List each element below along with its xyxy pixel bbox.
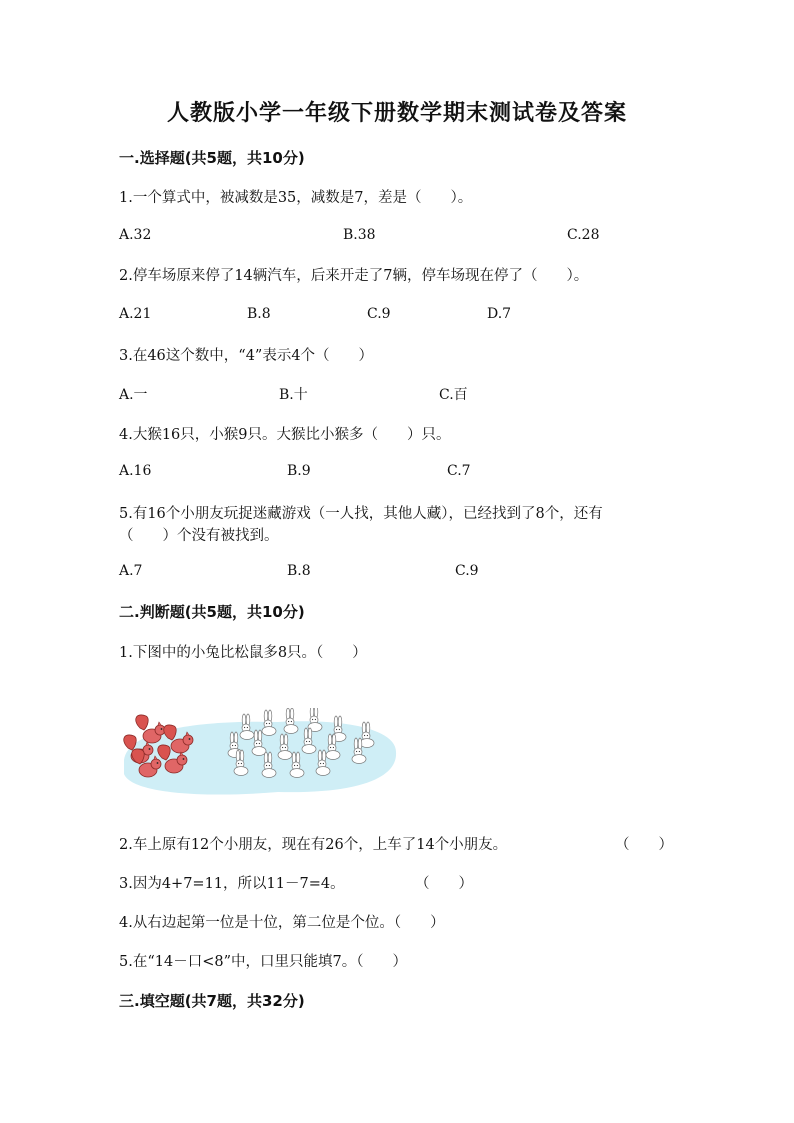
option-1-5-b: B.8	[287, 563, 311, 579]
question-2-2-paren: （ ）	[615, 837, 673, 853]
question-2-1: 1.下图中的小兔比松鼠多8只。（ ）	[119, 645, 367, 661]
section-heading-fill: 三.填空题(共7题，共32分)	[119, 992, 305, 1010]
option-1-2-c: C.9	[367, 306, 391, 322]
option-1-3-b: B.十	[279, 387, 308, 403]
section-heading-choice: 一.选择题(共5题，共10分)	[119, 149, 305, 167]
squirrel-icon	[136, 715, 165, 743]
question-2-4: 4.从右边起第一位是十位，第二位是个位。（ ）	[119, 915, 445, 931]
option-1-2-b: B.8	[247, 306, 271, 322]
option-1-1-a: A.32	[119, 227, 152, 243]
section-heading-judge: 二.判断题(共5题，共10分)	[119, 603, 305, 621]
question-2-5: 5.在“14－口<8”中，口里只能填7。（ ）	[119, 954, 407, 970]
page-title: 人教版小学一年级下册数学期末测试卷及答案	[166, 101, 627, 126]
question-1-3: 3.在46这个数中，“4”表示4个（ ）	[119, 348, 374, 364]
squirrels-rabbits-picture	[118, 708, 400, 800]
question-1-5: 5.有16个小朋友玩捉迷藏游戏（一人找，其他人藏），已经找到了8个，还有	[119, 506, 603, 522]
question-1-1: 1.一个算式中，被减数是35，减数是7，差是（ ）。	[119, 190, 473, 206]
option-1-1-b: B.38	[343, 227, 376, 243]
question-2-3: 3.因为4+7=11，所以11－7=4。	[119, 876, 345, 892]
option-1-3-c: C.百	[439, 387, 468, 403]
question-1-2: 2.停车场原来停了14辆汽车，后来开走了7辆，停车场现在停了（ ）。	[119, 268, 589, 284]
option-1-4-b: B.9	[287, 463, 311, 479]
option-1-5-a: A.7	[119, 563, 143, 579]
option-1-3-a: A.一	[119, 387, 148, 403]
question-2-2: 2.车上原有12个小朋友，现在有26个，上车了14个小朋友。	[119, 837, 508, 853]
option-1-5-c: C.9	[455, 563, 479, 579]
option-1-1-c: C.28	[567, 227, 600, 243]
option-1-4-a: A.16	[119, 463, 152, 479]
option-1-2-d: D.7	[487, 306, 512, 322]
question-2-3-paren: （ ）	[415, 876, 473, 892]
question-1-5-cont: （ ）个没有被找到。	[119, 528, 279, 544]
question-1-4: 4.大猴16只，小猴9只。大猴比小猴多（ ）只。	[119, 427, 451, 443]
rabbit-icon	[284, 708, 298, 734]
option-1-2-a: A.21	[119, 306, 152, 322]
option-1-4-c: C.7	[447, 463, 471, 479]
